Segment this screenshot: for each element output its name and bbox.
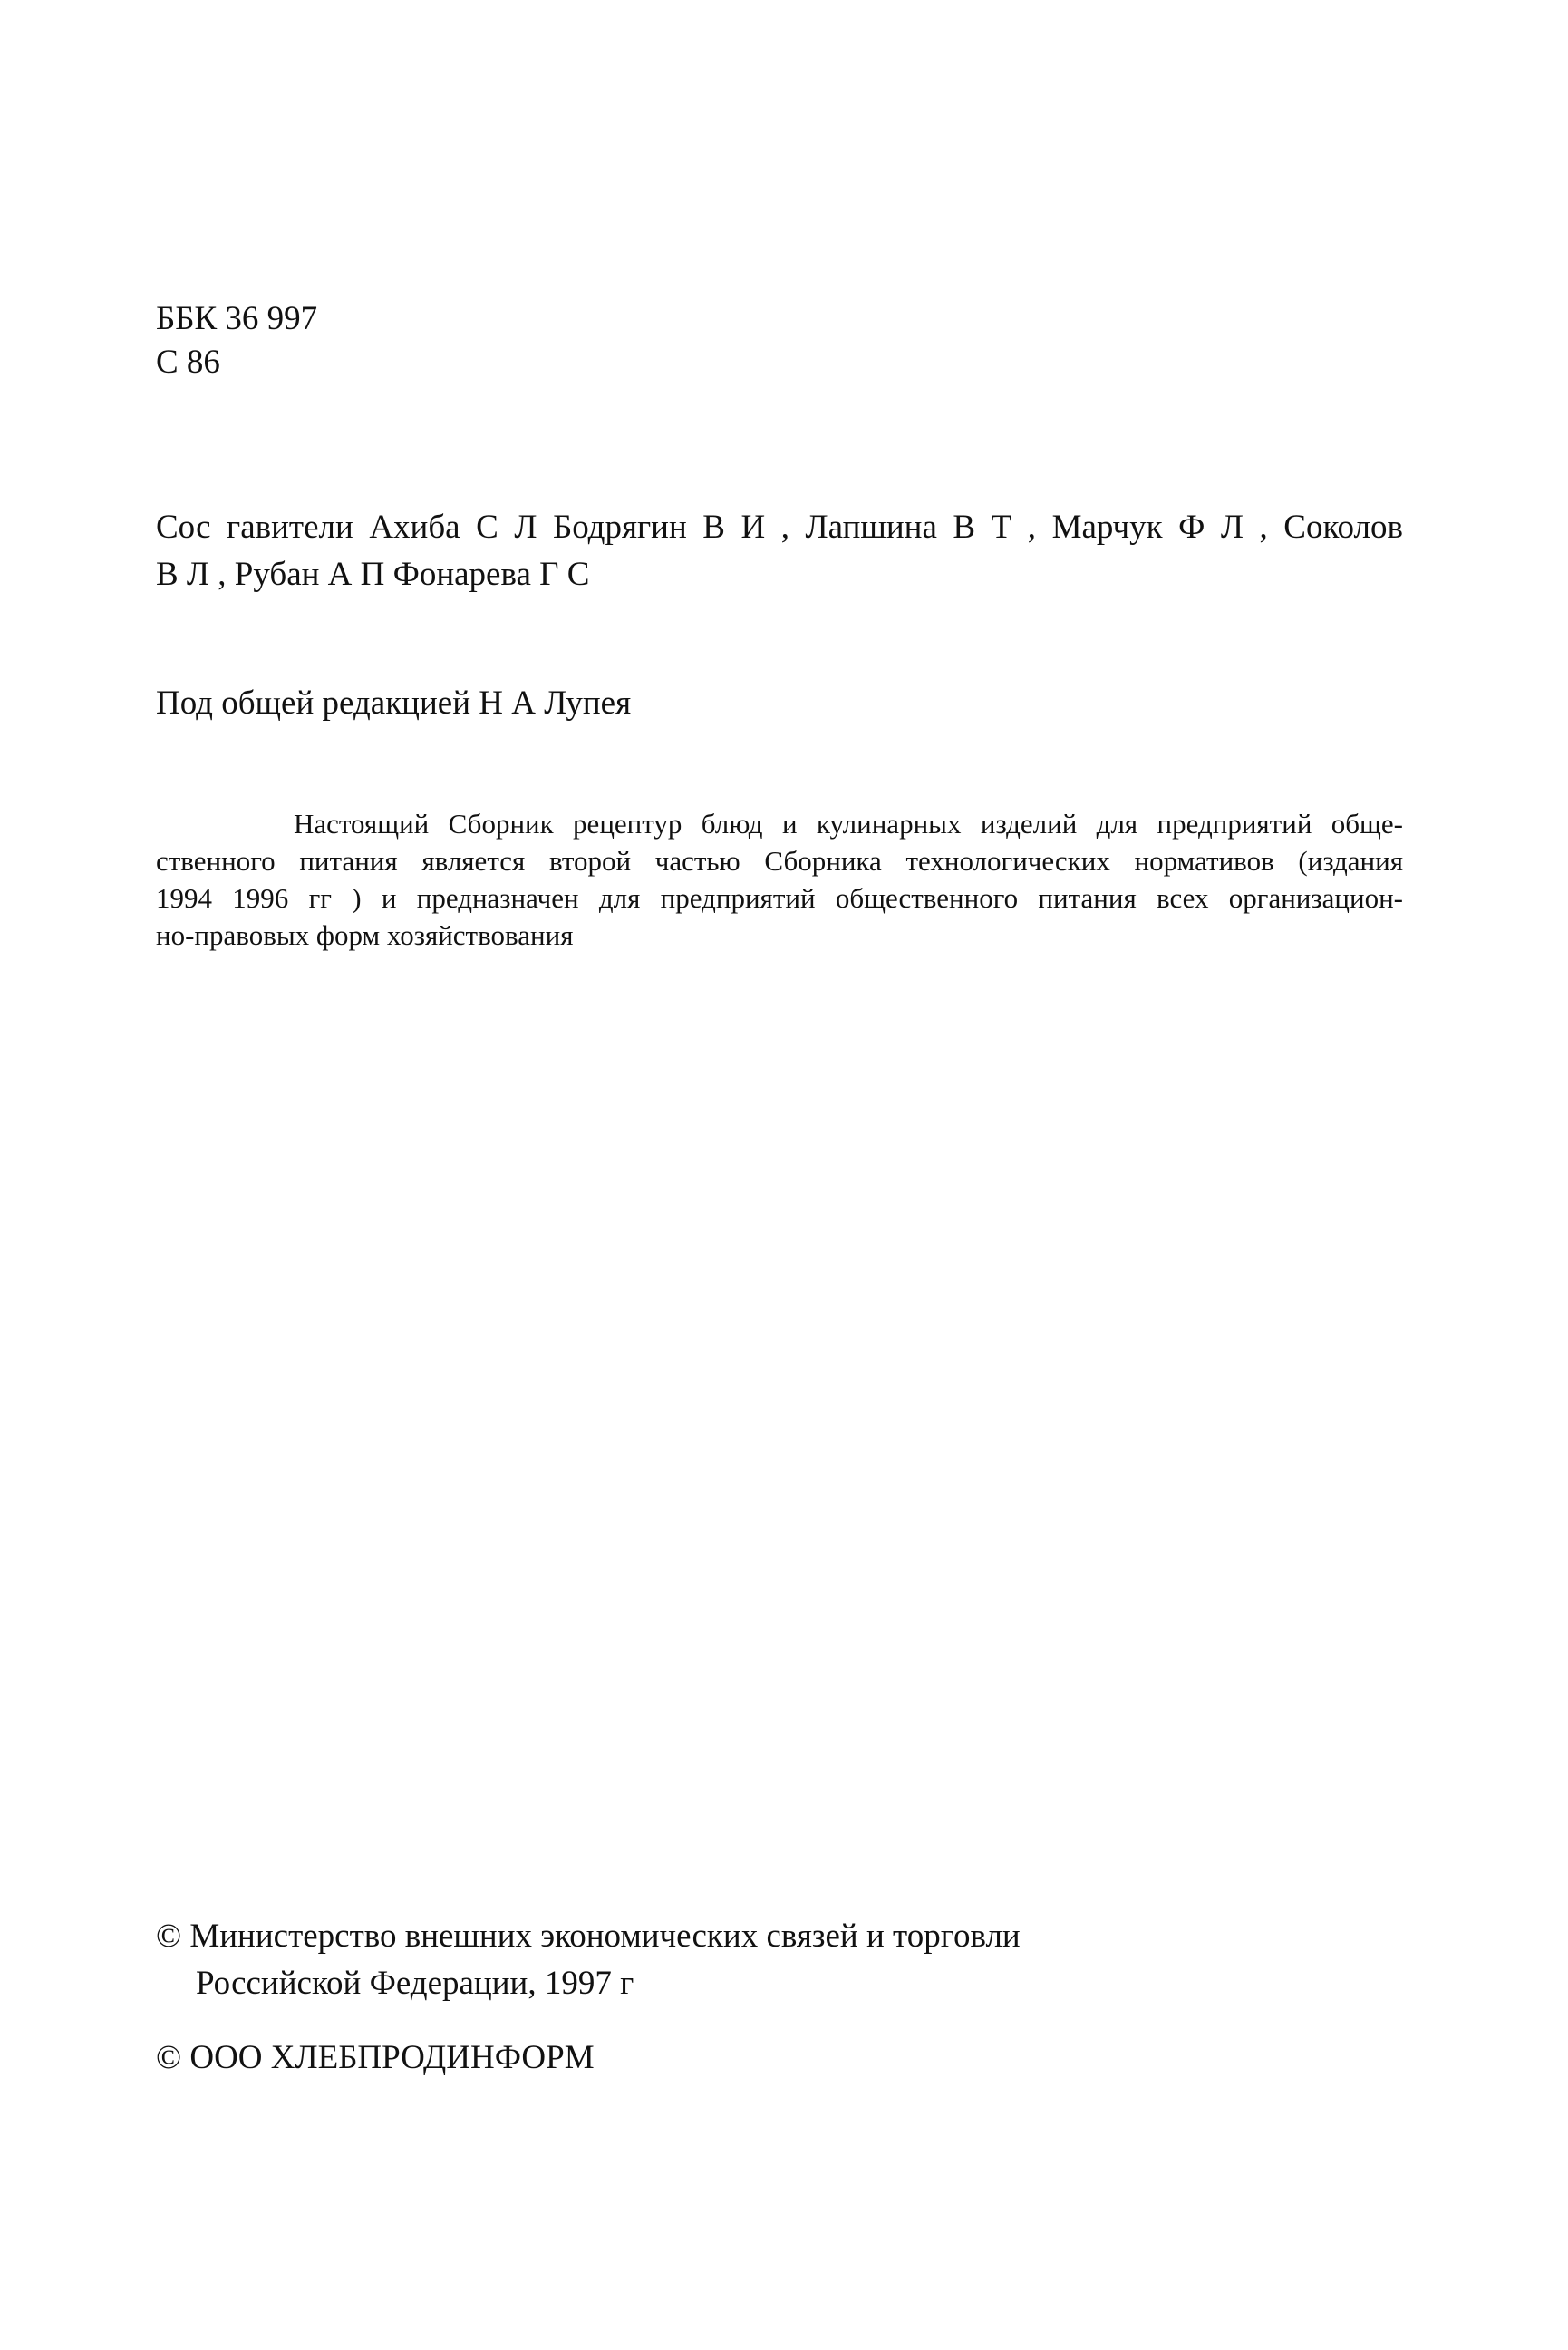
copyright-ministry-line-1: © Министерство внешних экономических связей и торговли [156, 1918, 1021, 1955]
editor-line: Под общей редакцией Н А Лупея [156, 685, 632, 722]
compilers-list [156, 504, 1403, 598]
annotation-line-4: но-правовых форм хозяйствования [156, 919, 574, 951]
annotation-line-1: Настоящий Сборник рецептур блюд и кулинарных изделий для предприятий обще- [294, 808, 1403, 840]
copyright-block [156, 1913, 1021, 2082]
copyright-ministry-line-2: Российской Федерации, 1997 г [196, 1965, 634, 2002]
copyright-publisher: © ООО ХЛЕБПРОДИНФОРМ [156, 2039, 595, 2076]
annotation-paragraph [156, 805, 1403, 954]
compilers-line-2: В Л , Рубан А П Фонарева Г С [156, 556, 590, 593]
annotation-line-2: ственного питания является второй частью Сборника технологических нормативов (издания [156, 845, 1403, 877]
author-mark: С 86 [156, 344, 220, 381]
bbk-code: ББК 36 997 [156, 300, 318, 337]
annotation-line-3: 1994 1996 гг ) и предназначен для предприятий общественного питания всех организацион- [156, 882, 1403, 914]
compilers-line-1: Сос гавители Ахиба С Л Бодрягин В И , Лапшина В Т , Марчук Ф Л , Соколов [156, 509, 1403, 546]
classification-codes [156, 297, 317, 384]
